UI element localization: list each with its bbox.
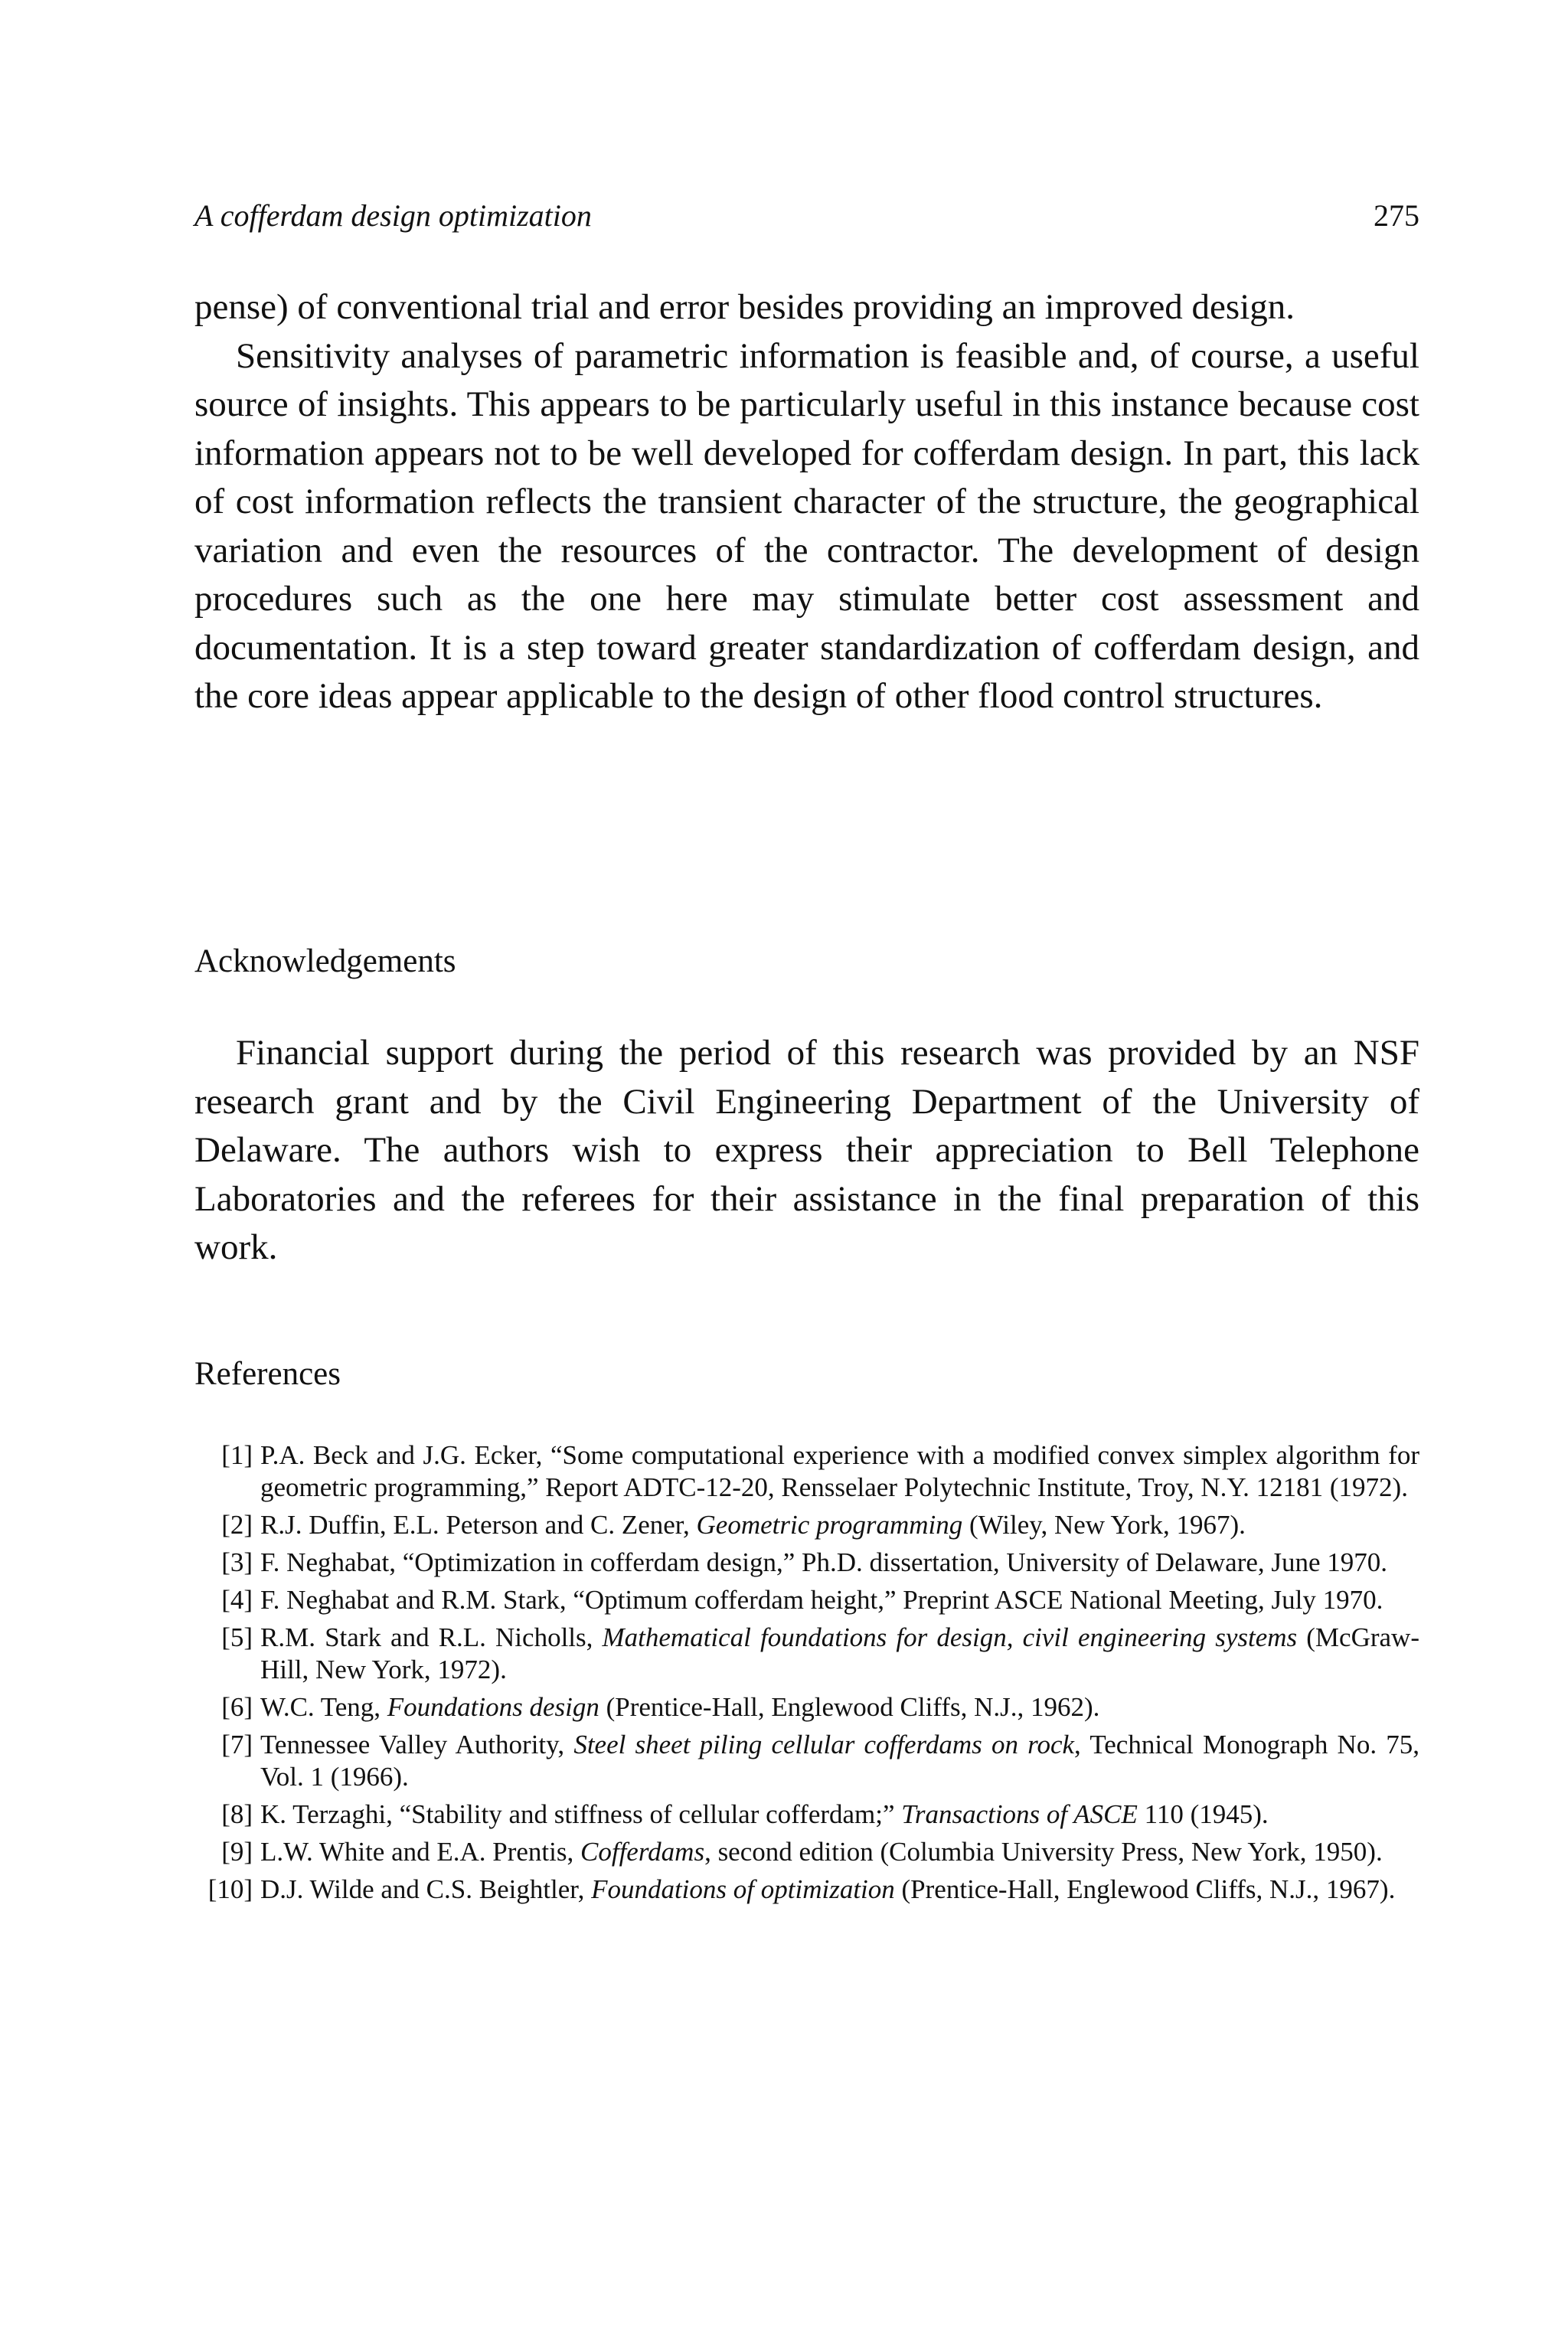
running-title: A cofferdam design optimization [194,198,592,233]
reference-text-tail: (McGraw-Hill, New York, 1972). [260,1622,1419,1684]
reference-number: [2] [221,1510,253,1540]
reference-title: Foundations design [387,1692,599,1722]
reference-text: R.J. Duffin, E.L. Peterson and C. Zener, [260,1510,697,1540]
reference-number: [9] [221,1837,253,1867]
reference-text-tail: , second edition (Columbia University Press, New York, 1950). [704,1837,1383,1867]
reference-title: Steel sheet piling cellular cofferdams on rock [573,1730,1075,1759]
references-heading: References [194,1356,341,1392]
reference-text-tail: (Prentice-Hall, Englewood Cliffs, N.J., 1967). [894,1874,1396,1904]
reference-number: [6] [221,1692,253,1722]
reference-title: Mathematical foundations for design, civil engineering systems [602,1622,1298,1652]
reference-item [194,1509,1419,1541]
reference-number: [3] [221,1547,253,1577]
reference-text: F. Neghabat, “Optimization in cofferdam design,” Ph.D. dissertation, University of Delaware, June 1970. [260,1547,1388,1577]
reference-item [194,1799,1419,1831]
reference-list [194,1439,1419,1911]
reference-text: K. Terzaghi, “Stability and stiffness of cellular cofferdam;” [260,1799,902,1829]
reference-number: [5] [221,1622,253,1652]
body-paragraph: pense) of conventional trial and error besides providing an improved design. [194,287,1295,327]
reference-item [194,1584,1419,1616]
reference-number: [10] [207,1874,253,1904]
reference-text: F. Neghabat and R.M. Stark, “Optimum cofferdam height,” Preprint ASCE National Meeting, July 1970. [260,1585,1383,1615]
reference-title: Geometric programming [696,1510,963,1540]
reference-item [194,1691,1419,1723]
page-number: 275 [1374,198,1419,233]
reference-text-tail: (Wiley, New York, 1967). [962,1510,1246,1540]
reference-text: L.W. White and E.A. Prentis, [260,1837,581,1867]
reference-item [194,1622,1419,1686]
reference-text-tail: 110 (1945). [1137,1799,1269,1829]
reference-item [194,1439,1419,1504]
reference-title: Transactions of ASCE [901,1799,1138,1829]
reference-item [194,1729,1419,1793]
reference-number: [1] [221,1440,253,1470]
reference-number: [7] [221,1730,253,1759]
reference-title: Foundations of optimization [591,1874,895,1904]
acknowledgements-text-block [194,1029,1419,1273]
reference-text: Tennessee Valley Authority, [260,1730,574,1759]
reference-text-tail: , Technical Monograph No. 75, Vol. 1 (1966). [260,1730,1420,1792]
reference-item [194,1874,1419,1906]
acknowledgements-heading: Acknowledgements [194,943,456,979]
reference-item [194,1836,1419,1868]
reference-item [194,1547,1419,1579]
acknowledgements-paragraph: Financial support during the period of this research was provided by an NSF research grant and by the Civil Engineering Department of the University of Delaware. The authors wish to express their appreciation to Bell Telephone Laboratories and the referees for their assistance in the final preparation of this work. [194,1033,1419,1267]
reference-text-tail: (Prentice-Hall, Englewood Cliffs, N.J., 1962). [599,1692,1100,1722]
reference-text: W.C. Teng, [260,1692,387,1722]
reference-text: D.J. Wilde and C.S. Beightler, [260,1874,592,1904]
body-text [194,283,1419,721]
reference-number: [4] [221,1585,253,1615]
reference-text: R.M. Stark and R.L. Nicholls, [260,1622,603,1652]
reference-title: Cofferdams [580,1837,705,1867]
reference-text: P.A. Beck and J.G. Ecker, “Some computational experience with a modified convex simplex algorithm for geometric programming,” Report ADTC-12-20, Rensselaer Polytechnic Institute, Troy, N.Y. 12181 (1972). [260,1440,1419,1502]
reference-number: [8] [221,1799,253,1829]
body-paragraph: Sensitivity analyses of parametric information is feasible and, of course, a useful source of insights. This appears to be particularly useful in this instance because cost information appears not to be well developed for cofferdam design. In part, this lack of cost information reflects the transient character of the structure, the geographical variation and even the resources of the contractor. The development of design procedures such as the one here may stimulate better cost assessment and documentation. It is a step toward greater standardization of cofferdam design, and the core ideas appear applicable to the design of other flood control structures. [194,335,1419,716]
